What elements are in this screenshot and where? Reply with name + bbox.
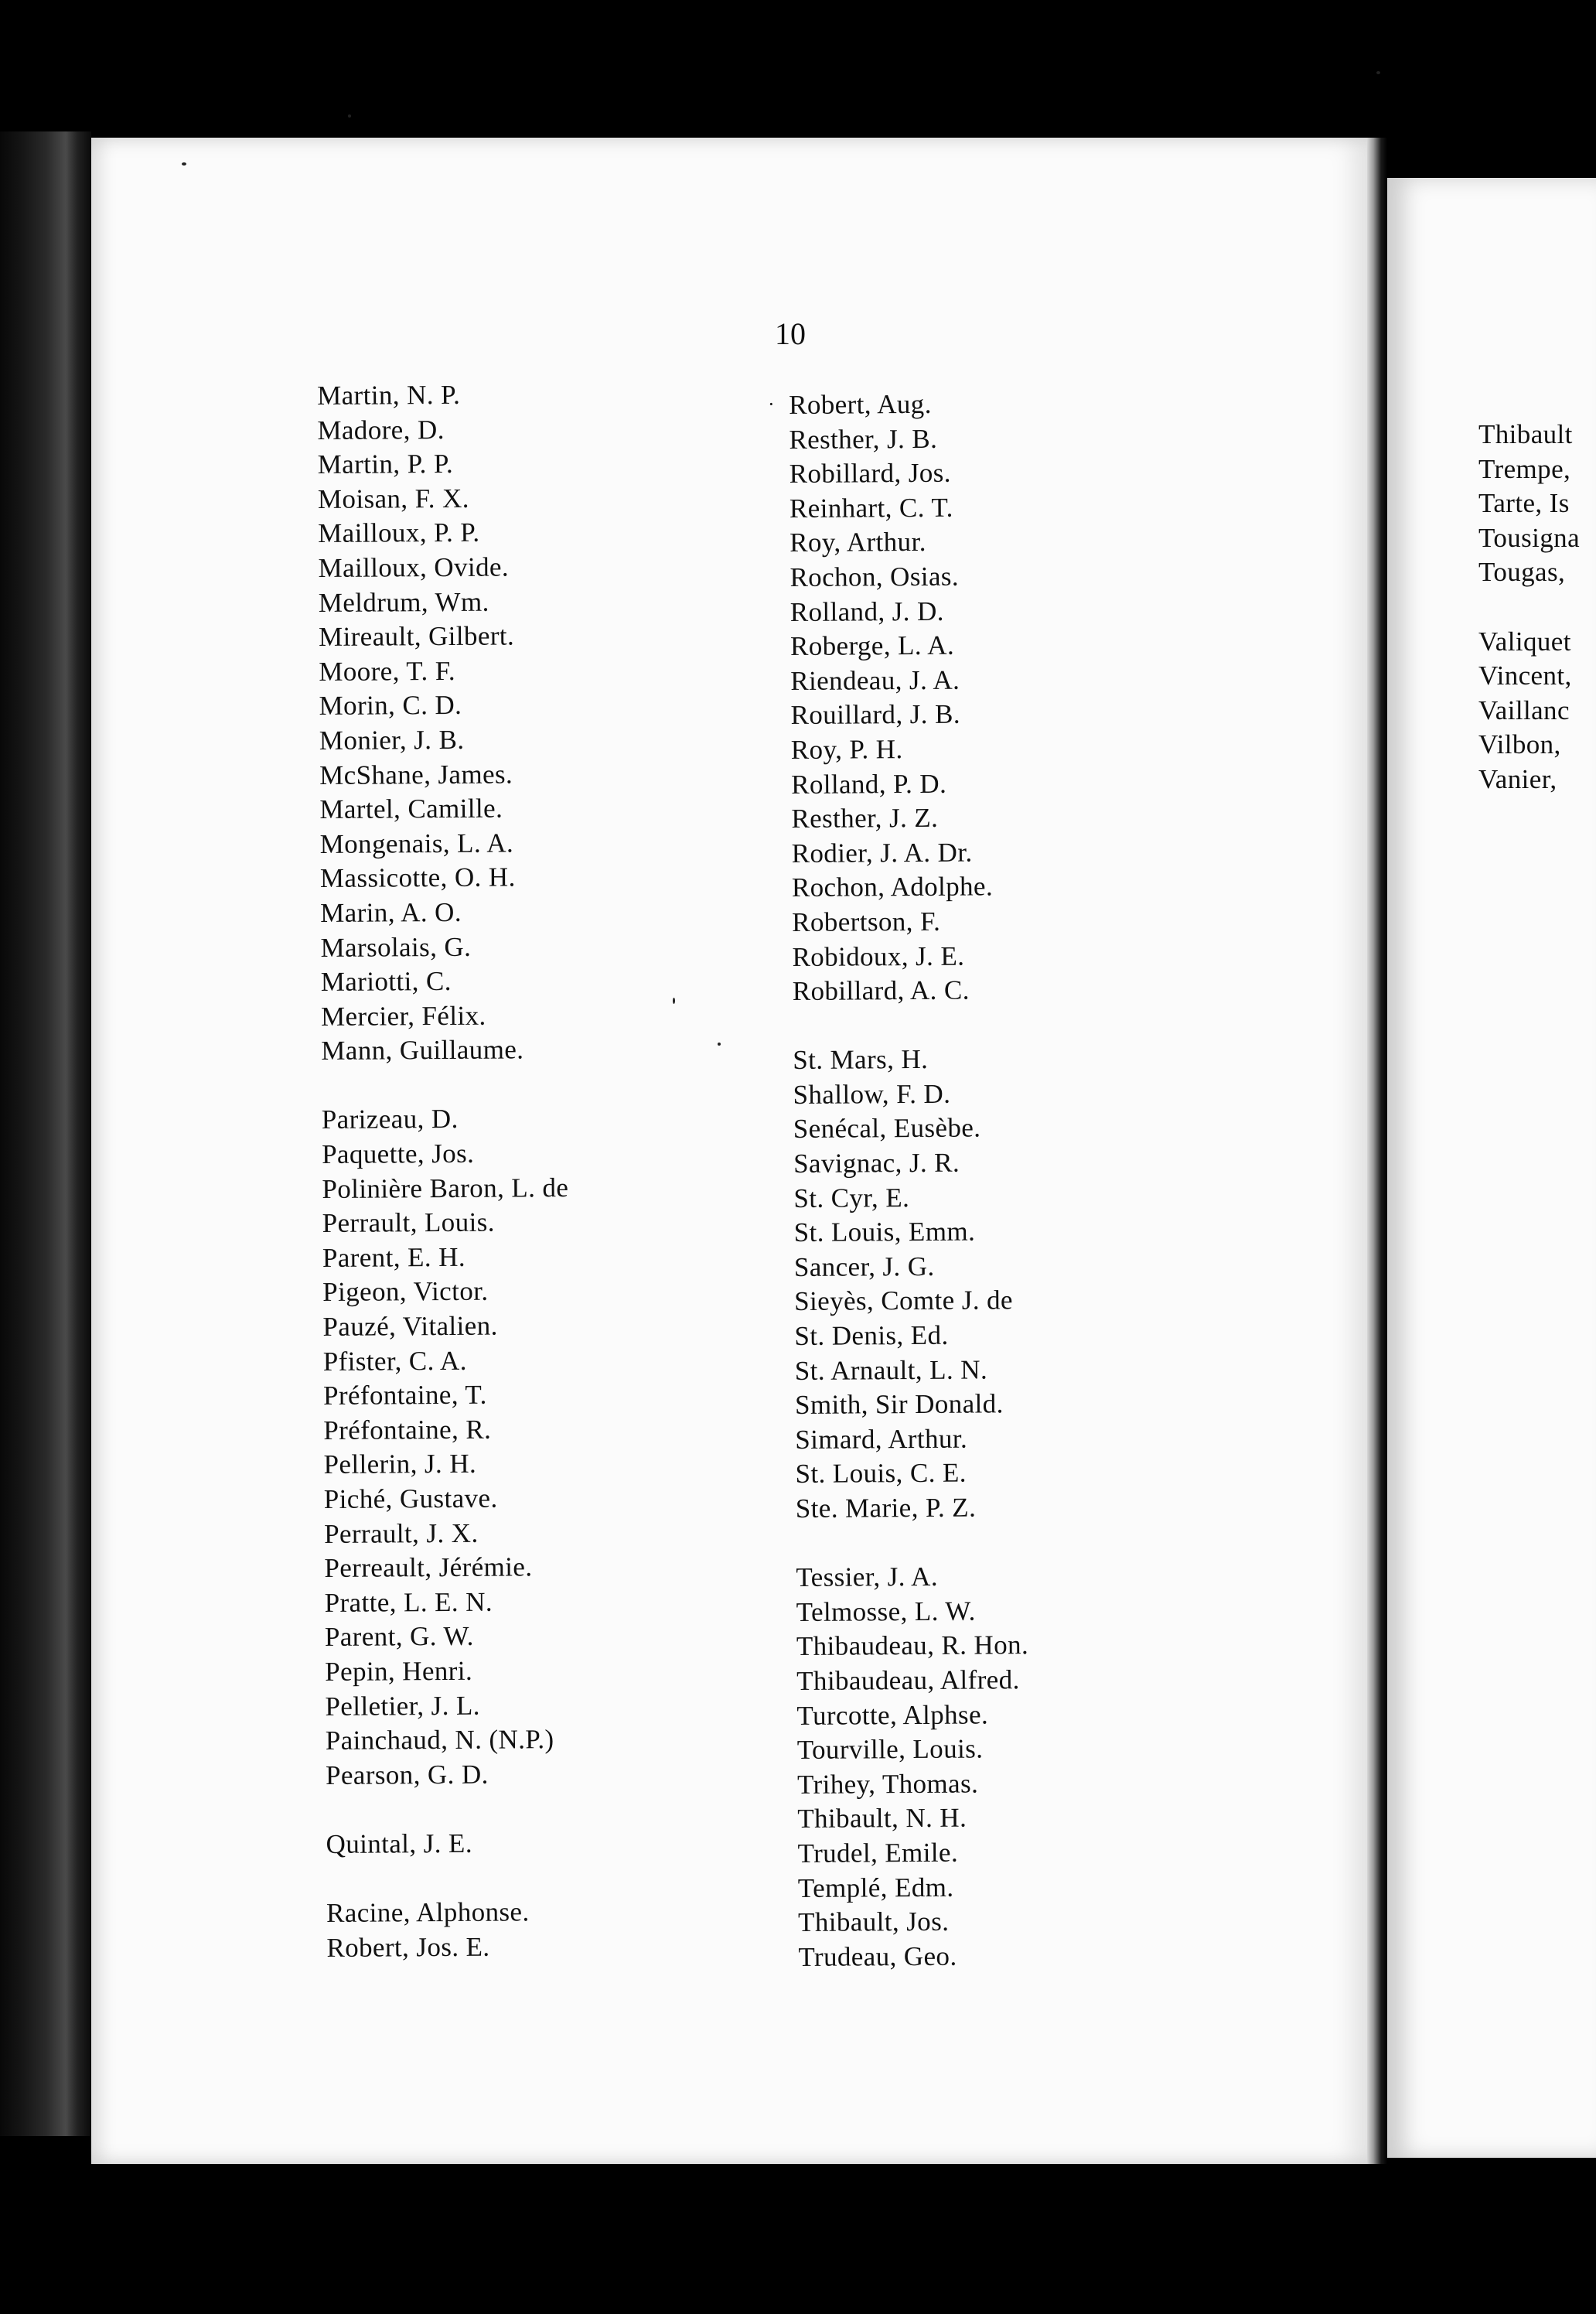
- name-entry: Pellerin, J. H.: [323, 1449, 477, 1480]
- section-gap: [793, 1008, 1025, 1043]
- name-entry: Madore, D.: [317, 414, 445, 445]
- section-gap: [796, 1525, 1028, 1561]
- section-gap: [1478, 590, 1580, 625]
- name-entry: Robert, Jos. E.: [326, 1931, 490, 1963]
- name-entry: Robillard, A. C.: [792, 974, 970, 1007]
- name-entry: Pelletier, J. L.: [325, 1690, 480, 1722]
- name-entry: Roberge, L. A.: [789, 630, 955, 662]
- name-entry: Rodier, J. A. Dr.: [791, 837, 973, 869]
- name-entry: Martin, P. P.: [317, 449, 454, 480]
- name-entry: Resther, J. Z.: [791, 802, 939, 834]
- name-entry: Riendeau, J. A.: [790, 664, 960, 696]
- name-entry: Rolland, P. D.: [791, 768, 947, 800]
- name-entry: Mann, Guillaume.: [321, 1034, 524, 1067]
- book-page: [91, 138, 1367, 2164]
- name-entry: Thibaudeau, Alfred.: [796, 1664, 1020, 1696]
- name-entry: Vanier,: [1478, 763, 1557, 794]
- name-entry: Rouillard, J. B.: [790, 698, 961, 731]
- paper-speck: [673, 998, 675, 1004]
- name-entry: Roy, P. H.: [790, 734, 903, 765]
- name-entry: Trihey, Thomas.: [796, 1768, 979, 1800]
- name-entry: Rolland, J. D.: [789, 596, 944, 627]
- section-gap: [326, 1861, 573, 1897]
- name-entry: Thibault: [1478, 419, 1573, 449]
- name-entry: Tarte, Is: [1478, 488, 1570, 519]
- bullet-mark: ·: [768, 393, 775, 415]
- name-entry: Robidoux, J. E.: [792, 940, 965, 972]
- name-entry: Martel, Camille.: [319, 793, 503, 825]
- name-entry: Pfister, C. A.: [322, 1345, 467, 1377]
- name-entry: Tourville, Louis.: [796, 1733, 984, 1766]
- name-entry: Robert, Aug.: [789, 388, 932, 420]
- name-entry: Mailloux, Ovide.: [318, 551, 510, 583]
- section-gap: [326, 1791, 572, 1828]
- name-entry: Meldrum, Wm.: [318, 586, 489, 618]
- name-entry: Perrault, J. X.: [324, 1517, 479, 1549]
- name-entry: St. Louis, Emm.: [793, 1216, 976, 1248]
- name-entry: Moore, T. F.: [319, 655, 456, 687]
- name-entry: Telmosse, L. W.: [796, 1596, 976, 1627]
- name-entry: Thibault, Jos.: [797, 1906, 950, 1938]
- name-column-left: [317, 377, 573, 1965]
- name-entry: Moisan, F. X.: [317, 483, 469, 514]
- page-number: 10: [775, 316, 806, 351]
- name-entry: St. Mars, H.: [793, 1044, 929, 1076]
- name-entry: Rochon, Adolphe.: [791, 871, 994, 903]
- name-entry: Marin, A. O.: [320, 896, 462, 928]
- name-entry: Smith, Sir Donald.: [794, 1388, 1004, 1421]
- name-entry: Pepin, Henri.: [325, 1655, 473, 1687]
- name-entry: Paquette, Jos.: [322, 1138, 475, 1170]
- name-entry: Monier, J. B.: [319, 724, 465, 756]
- name-entry: Roy, Arthur.: [789, 527, 926, 558]
- name-entry: McShane, James.: [319, 758, 513, 790]
- name-entry: Tessier, J. A.: [796, 1561, 939, 1593]
- page-gutter: [1367, 138, 1387, 2164]
- name-entry: Vincent,: [1478, 660, 1572, 691]
- name-entry: Tousigna: [1478, 522, 1581, 553]
- name-entry: Mailloux, P. P.: [318, 517, 480, 549]
- name-entry: Ste. Marie, P. Z.: [795, 1492, 977, 1524]
- name-entry: Pratte, L. E. N.: [324, 1586, 493, 1618]
- name-entry: Pauzé, Vitalien.: [322, 1310, 498, 1343]
- name-entry: Parent, G. W.: [324, 1621, 474, 1653]
- name-entry: Vilbon,: [1478, 729, 1561, 760]
- name-entry: Perreault, Jérémie.: [324, 1551, 533, 1584]
- name-entry: Trudeau, Geo.: [798, 1940, 957, 1972]
- name-entry: Mongenais, L. A.: [319, 828, 514, 859]
- name-entry: Préfontaine, R.: [323, 1414, 492, 1445]
- name-entry: Thibault, N. H.: [797, 1802, 967, 1834]
- name-entry: Rochon, Osias.: [789, 561, 960, 592]
- name-entry: St. Cyr, E.: [793, 1182, 910, 1213]
- name-entry: Morin, C. D.: [319, 690, 462, 722]
- paper-speck: [182, 162, 186, 166]
- name-entry: Polinière Baron, L. de: [322, 1172, 569, 1204]
- name-entry: Valiquet: [1478, 626, 1571, 657]
- name-entry: Tougas,: [1478, 557, 1566, 588]
- name-entry: Piché, Gustave.: [323, 1483, 498, 1514]
- name-entry: Mercier, Félix.: [320, 1000, 486, 1032]
- name-entry: Shallow, F. D.: [793, 1078, 951, 1110]
- name-entry: Trempe,: [1478, 453, 1571, 484]
- name-entry: Painchaud, N. (N.P.): [325, 1724, 554, 1756]
- name-entry: Thibaudeau, R. Hon.: [796, 1630, 1029, 1662]
- name-entry: Trudel, Emile.: [797, 1837, 959, 1869]
- paper-speck: [1376, 71, 1380, 74]
- name-entry: Marsolais, G.: [320, 931, 472, 963]
- name-entry: Templé, Edm.: [797, 1872, 954, 1903]
- paper-speck: [348, 114, 351, 118]
- name-entry: Parizeau, D.: [321, 1104, 459, 1135]
- name-entry: Perrault, Louis.: [322, 1206, 495, 1239]
- name-entry: Resther, J. B.: [789, 423, 938, 455]
- name-entry: Reinhart, C. T.: [789, 492, 953, 524]
- name-entry: Turcotte, Alphse.: [796, 1699, 989, 1731]
- name-entry: Martin, N. P.: [317, 379, 461, 411]
- name-entry: Robillard, Jos.: [789, 457, 951, 490]
- name-entry: Pearson, G. D.: [325, 1759, 489, 1790]
- name-entry: St. Arnault, L. N.: [794, 1354, 988, 1386]
- name-entry: Pigeon, Victor.: [322, 1276, 489, 1308]
- name-entry: Mariotti, C.: [320, 966, 452, 998]
- name-entry: Quintal, J. E.: [326, 1828, 473, 1859]
- name-entry: St. Denis, Ed.: [794, 1319, 949, 1352]
- name-entry: Senécal, Eusèbe.: [793, 1112, 981, 1145]
- name-entry: Mireault, Gilbert.: [318, 620, 515, 653]
- name-entry: St. Louis, C. E.: [795, 1458, 967, 1490]
- name-entry: Robertson, F.: [792, 906, 941, 937]
- name-entry: Massicotte, O. H.: [319, 862, 516, 894]
- name-entry: Simard, Arthur.: [795, 1423, 968, 1455]
- name-entry: Sieyès, Comte J. de: [794, 1285, 1014, 1317]
- paper-speck: [718, 1043, 721, 1046]
- name-entry: Vaillanc: [1478, 695, 1570, 725]
- name-entry: Préfontaine, T.: [322, 1379, 487, 1411]
- name-entry: Sancer, J. G.: [793, 1251, 935, 1282]
- name-entry: Parent, E. H.: [322, 1241, 466, 1273]
- book-spine: [0, 131, 91, 2136]
- section-gap: [321, 1067, 568, 1104]
- name-column-right-partial: [1478, 418, 1580, 797]
- name-entry: Savignac, J. R.: [793, 1147, 960, 1179]
- name-column-middle: [789, 387, 1031, 1974]
- name-entry: Racine, Alphonse.: [326, 1896, 530, 1929]
